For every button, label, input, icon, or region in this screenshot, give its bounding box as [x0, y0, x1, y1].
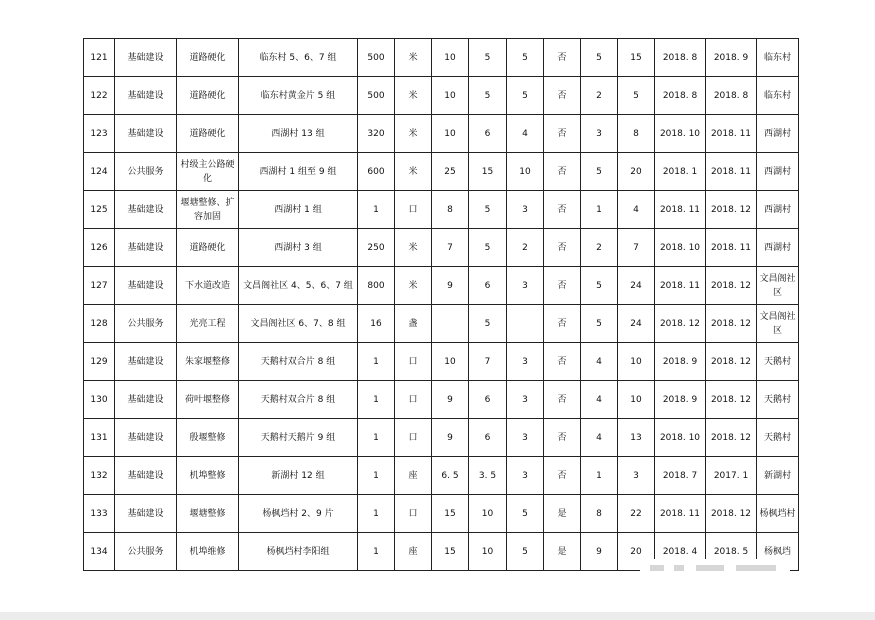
cell-responsible: 临东村: [757, 39, 799, 77]
cell-project: 道路硬化: [177, 77, 239, 115]
cell-quantity: 600: [358, 153, 395, 191]
table-row: [84, 115, 799, 153]
cell-unit: 口: [395, 343, 432, 381]
cell-total-invest: 9: [432, 419, 469, 457]
cell-location: 临东村 5、6、7 组: [239, 39, 358, 77]
cell-category: 基础建设: [115, 39, 177, 77]
cell-gov-fund: 6: [469, 267, 507, 305]
cell-households: 4: [581, 419, 618, 457]
cell-category: 基础建设: [115, 267, 177, 305]
cell-project: 光亮工程: [177, 305, 239, 343]
cell-responsible: 西湖村: [757, 229, 799, 267]
cell-unit: 米: [395, 77, 432, 115]
cell-total-invest: 9: [432, 267, 469, 305]
cell-households: 2: [581, 229, 618, 267]
cell-seq: 126: [84, 229, 115, 267]
table-row: [84, 305, 799, 343]
cell-is-poor: 否: [544, 457, 581, 495]
cell-start-date: 2018. 11: [655, 191, 706, 229]
cell-households: 5: [581, 305, 618, 343]
cell-start-date: 2018. 10: [655, 229, 706, 267]
cell-unit: 米: [395, 267, 432, 305]
cell-responsible: 杨枫垱: [757, 533, 799, 571]
table-row: [84, 419, 799, 457]
cell-is-poor: 是: [544, 495, 581, 533]
cell-households: 4: [581, 381, 618, 419]
cell-total-invest: 6. 5: [432, 457, 469, 495]
cell-end-date: 2018. 11: [706, 115, 757, 153]
cell-project: 机埠整修: [177, 457, 239, 495]
cell-is-poor: 否: [544, 191, 581, 229]
cell-self-fund: 5: [507, 77, 544, 115]
cell-people: 24: [618, 305, 655, 343]
cell-self-fund: 3: [507, 191, 544, 229]
cell-gov-fund: 5: [469, 39, 507, 77]
cell-category: 公共服务: [115, 305, 177, 343]
cell-gov-fund: 5: [469, 305, 507, 343]
cell-gov-fund: 6: [469, 381, 507, 419]
cell-quantity: 1: [358, 191, 395, 229]
cell-start-date: 2018. 11: [655, 495, 706, 533]
cell-households: 5: [581, 267, 618, 305]
cell-end-date: 2017. 1: [706, 457, 757, 495]
cell-people: 4: [618, 191, 655, 229]
cell-unit: 米: [395, 115, 432, 153]
cell-people: 5: [618, 77, 655, 115]
cell-seq: 134: [84, 533, 115, 571]
cell-people: 22: [618, 495, 655, 533]
cell-responsible: 杨枫垱村: [757, 495, 799, 533]
cell-location: 西湖村 3 组: [239, 229, 358, 267]
cell-unit: 口: [395, 381, 432, 419]
cell-self-fund: 4: [507, 115, 544, 153]
cell-is-poor: 否: [544, 229, 581, 267]
cell-quantity: 1: [358, 533, 395, 571]
cell-location: 临东村黄金片 5 组: [239, 77, 358, 115]
cell-project: 堰塘整修、扩容加固: [177, 191, 239, 229]
table-row: [84, 267, 799, 305]
cell-total-invest: 10: [432, 343, 469, 381]
table-row: [84, 153, 799, 191]
cell-start-date: 2018. 9: [655, 343, 706, 381]
cell-total-invest: 25: [432, 153, 469, 191]
cell-is-poor: 否: [544, 153, 581, 191]
table-row: [84, 457, 799, 495]
cell-project: 道路硬化: [177, 39, 239, 77]
cell-gov-fund: 6: [469, 115, 507, 153]
cell-gov-fund: 10: [469, 495, 507, 533]
cell-start-date: 2018. 7: [655, 457, 706, 495]
cell-total-invest: 10: [432, 39, 469, 77]
cell-category: 基础建设: [115, 77, 177, 115]
cell-responsible: 天鹅村: [757, 381, 799, 419]
project-table: [83, 38, 799, 571]
cell-location: 天鹅村双合片 8 组: [239, 343, 358, 381]
cell-unit: 口: [395, 495, 432, 533]
table-row: [84, 39, 799, 77]
cell-start-date: 2018. 4: [655, 533, 706, 571]
cell-people: 13: [618, 419, 655, 457]
cell-seq: 121: [84, 39, 115, 77]
cell-is-poor: 否: [544, 381, 581, 419]
cell-location: 西湖村 1 组: [239, 191, 358, 229]
table-row: [84, 495, 799, 533]
cell-start-date: 2018. 11: [655, 267, 706, 305]
cell-is-poor: 否: [544, 419, 581, 457]
cell-end-date: 2018. 8: [706, 77, 757, 115]
cell-project: 朱家堰整修: [177, 343, 239, 381]
cell-self-fund: 3: [507, 381, 544, 419]
cell-category: 基础建设: [115, 457, 177, 495]
cell-self-fund: 3: [507, 457, 544, 495]
cell-end-date: 2018. 12: [706, 495, 757, 533]
cell-is-poor: 否: [544, 343, 581, 381]
cell-location: 天鹅村天鹅片 9 组: [239, 419, 358, 457]
cell-people: 8: [618, 115, 655, 153]
cell-self-fund: 3: [507, 343, 544, 381]
cell-location: 西湖村 13 组: [239, 115, 358, 153]
cell-end-date: 2018. 12: [706, 343, 757, 381]
cell-category: 基础建设: [115, 419, 177, 457]
cell-project: 道路硬化: [177, 115, 239, 153]
cell-households: 2: [581, 77, 618, 115]
cell-people: 10: [618, 343, 655, 381]
cell-gov-fund: 3. 5: [469, 457, 507, 495]
cell-end-date: 2018. 12: [706, 267, 757, 305]
cell-location: 文昌阁社区 6、7、8 组: [239, 305, 358, 343]
cell-start-date: 2018. 10: [655, 419, 706, 457]
cell-seq: 130: [84, 381, 115, 419]
cell-households: 1: [581, 457, 618, 495]
cell-total-invest: 10: [432, 77, 469, 115]
cell-location: 杨枫垱村 2、9 片: [239, 495, 358, 533]
cell-project: 荷叶堰整修: [177, 381, 239, 419]
cell-location: 杨枫垱村李阳组: [239, 533, 358, 571]
cell-is-poor: 否: [544, 77, 581, 115]
cell-responsible: 临东村: [757, 77, 799, 115]
table-row: [84, 381, 799, 419]
cell-end-date: 2018. 12: [706, 419, 757, 457]
cell-responsible: 西湖村: [757, 191, 799, 229]
cell-project: 机埠维修: [177, 533, 239, 571]
cell-end-date: 2018. 11: [706, 153, 757, 191]
cell-end-date: 2018. 12: [706, 191, 757, 229]
cell-seq: 127: [84, 267, 115, 305]
cell-location: 新湖村 12 组: [239, 457, 358, 495]
cell-self-fund: 5: [507, 495, 544, 533]
cell-unit: 米: [395, 39, 432, 77]
cell-unit: 米: [395, 229, 432, 267]
cell-gov-fund: 5: [469, 191, 507, 229]
cell-category: 基础建设: [115, 381, 177, 419]
cell-project: 下水道改造: [177, 267, 239, 305]
table-row: [84, 343, 799, 381]
cell-unit: 口: [395, 191, 432, 229]
cell-seq: 129: [84, 343, 115, 381]
cell-total-invest: 7: [432, 229, 469, 267]
cell-total-invest: 15: [432, 495, 469, 533]
cell-seq: 131: [84, 419, 115, 457]
table-row: [84, 77, 799, 115]
cell-end-date: 2018. 11: [706, 229, 757, 267]
cell-end-date: 2018. 9: [706, 39, 757, 77]
cell-gov-fund: 15: [469, 153, 507, 191]
cell-category: 基础建设: [115, 343, 177, 381]
cell-category: 公共服务: [115, 533, 177, 571]
cell-category: 基础建设: [115, 495, 177, 533]
cell-location: 天鹅村双合片 8 组: [239, 381, 358, 419]
cell-total-invest: 9: [432, 381, 469, 419]
cell-location: 西湖村 1 组至 9 组: [239, 153, 358, 191]
cell-people: 15: [618, 39, 655, 77]
cell-quantity: 1: [358, 457, 395, 495]
cell-end-date: 2018. 5: [706, 533, 757, 571]
cell-unit: 盏: [395, 305, 432, 343]
cell-end-date: 2018. 12: [706, 305, 757, 343]
cell-households: 3: [581, 115, 618, 153]
cell-responsible: 西湖村: [757, 153, 799, 191]
cell-quantity: 320: [358, 115, 395, 153]
cell-self-fund: [507, 305, 544, 343]
cell-end-date: 2018. 12: [706, 381, 757, 419]
cell-quantity: 800: [358, 267, 395, 305]
cell-unit: 座: [395, 457, 432, 495]
cell-is-poor: 否: [544, 39, 581, 77]
cell-start-date: 2018. 8: [655, 77, 706, 115]
cell-responsible: 文昌阁社区: [757, 267, 799, 305]
cell-quantity: 1: [358, 419, 395, 457]
cell-is-poor: 否: [544, 267, 581, 305]
cell-category: 基础建设: [115, 115, 177, 153]
cell-quantity: 1: [358, 495, 395, 533]
cell-total-invest: 8: [432, 191, 469, 229]
table-row: [84, 229, 799, 267]
cell-gov-fund: 10: [469, 533, 507, 571]
cell-project: 道路硬化: [177, 229, 239, 267]
cell-quantity: 1: [358, 381, 395, 419]
cell-quantity: 16: [358, 305, 395, 343]
cell-total-invest: 10: [432, 115, 469, 153]
cell-project: 殷堰整修: [177, 419, 239, 457]
cell-seq: 124: [84, 153, 115, 191]
cell-start-date: 2018. 9: [655, 381, 706, 419]
cell-households: 8: [581, 495, 618, 533]
cell-total-invest: [432, 305, 469, 343]
cell-people: 7: [618, 229, 655, 267]
cell-responsible: 天鹅村: [757, 419, 799, 457]
cell-households: 4: [581, 343, 618, 381]
cell-unit: 米: [395, 153, 432, 191]
scan-smudge: [640, 559, 790, 575]
cell-seq: 132: [84, 457, 115, 495]
cell-self-fund: 10: [507, 153, 544, 191]
cell-quantity: 500: [358, 77, 395, 115]
cell-people: 20: [618, 533, 655, 571]
cell-quantity: 250: [358, 229, 395, 267]
cell-households: 5: [581, 153, 618, 191]
cell-is-poor: 是: [544, 533, 581, 571]
cell-gov-fund: 5: [469, 77, 507, 115]
cell-households: 9: [581, 533, 618, 571]
cell-people: 24: [618, 267, 655, 305]
cell-seq: 122: [84, 77, 115, 115]
cell-quantity: 500: [358, 39, 395, 77]
cell-start-date: 2018. 12: [655, 305, 706, 343]
cell-self-fund: 3: [507, 267, 544, 305]
cell-project: 堰塘整修: [177, 495, 239, 533]
cell-start-date: 2018. 10: [655, 115, 706, 153]
cell-responsible: 新湖村: [757, 457, 799, 495]
cell-households: 1: [581, 191, 618, 229]
cell-people: 3: [618, 457, 655, 495]
cell-gov-fund: 6: [469, 419, 507, 457]
cell-seq: 125: [84, 191, 115, 229]
cell-is-poor: 否: [544, 115, 581, 153]
cell-location: 文昌阁社区 4、5、6、7 组: [239, 267, 358, 305]
cell-self-fund: 5: [507, 39, 544, 77]
cell-category: 公共服务: [115, 153, 177, 191]
cell-people: 20: [618, 153, 655, 191]
cell-category: 基础建设: [115, 191, 177, 229]
cell-start-date: 2018. 8: [655, 39, 706, 77]
cell-seq: 123: [84, 115, 115, 153]
cell-responsible: 天鹅村: [757, 343, 799, 381]
cell-project: 村级主公路硬化: [177, 153, 239, 191]
cell-self-fund: 3: [507, 419, 544, 457]
cell-is-poor: 否: [544, 305, 581, 343]
page-bottom-edge: [0, 612, 875, 620]
cell-total-invest: 15: [432, 533, 469, 571]
cell-quantity: 1: [358, 343, 395, 381]
cell-unit: 座: [395, 533, 432, 571]
cell-self-fund: 2: [507, 229, 544, 267]
table-row: [84, 191, 799, 229]
cell-gov-fund: 7: [469, 343, 507, 381]
cell-responsible: 西湖村: [757, 115, 799, 153]
cell-self-fund: 5: [507, 533, 544, 571]
cell-responsible: 文昌阁社区: [757, 305, 799, 343]
cell-unit: 口: [395, 419, 432, 457]
cell-start-date: 2018. 1: [655, 153, 706, 191]
cell-seq: 128: [84, 305, 115, 343]
cell-people: 10: [618, 381, 655, 419]
cell-seq: 133: [84, 495, 115, 533]
cell-gov-fund: 5: [469, 229, 507, 267]
cell-category: 基础建设: [115, 229, 177, 267]
cell-households: 5: [581, 39, 618, 77]
